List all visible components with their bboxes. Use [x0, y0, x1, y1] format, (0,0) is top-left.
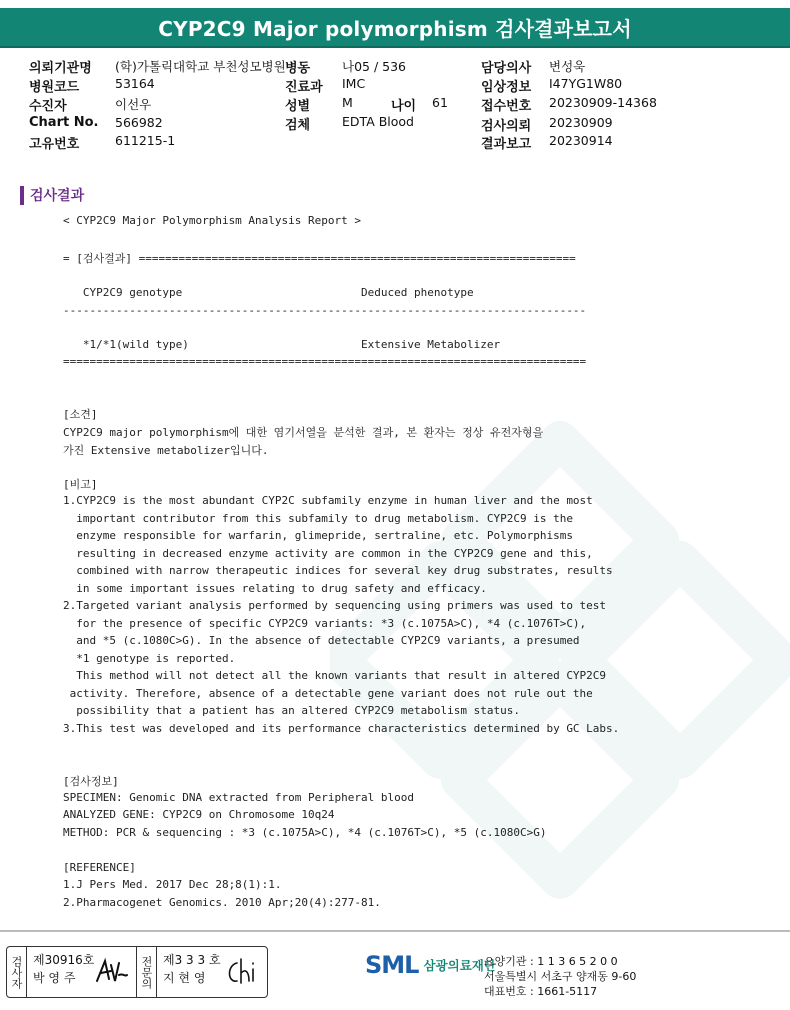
specimen-value: EDTA Blood [342, 114, 414, 129]
remarks-line: for the presence of specific CYP2C9 variants: *3 (c.1075A>C), *4 (c.1076T>C), [63, 617, 587, 630]
remarks-line: 2.Targeted variant analysis performed by sequencing using primers was used to test [63, 599, 607, 612]
org-name: 삼광의료재단 [423, 958, 496, 973]
sex-value: M [342, 95, 353, 110]
remarks-line: enzyme responsible for warfarin, glimepride, sertraline, etc. Polymorphisms [63, 529, 573, 542]
result-divider-mid: ------------------------------------------------------------------------------- [63, 304, 587, 317]
test-info-line: SPECIMEN: Genomic DNA extracted from Peripheral blood [63, 791, 414, 804]
tester-name: 박 영 주 [33, 971, 76, 985]
report-date-value: 20230914 [549, 133, 613, 148]
report-title-bar [0, 8, 790, 46]
specialist-cell [157, 947, 267, 997]
dept-value: IMC [342, 76, 366, 91]
remarks-line: *1 genotype is reported. [63, 652, 236, 665]
remarks-line: possibility that a patient has an altered CYP2C9 metabolism status. [63, 704, 520, 717]
reference-heading: [REFERENCE] [63, 861, 136, 874]
specialist-license-no: 제3 3 3 호 [163, 953, 221, 967]
lab-code: 요양기관 : 1 1 3 6 5 2 0 0 [484, 955, 618, 968]
ward-value: 나05 / 536 [342, 59, 406, 74]
result-row: *1/*1(wild type) Extensive Metabolizer [63, 338, 501, 351]
remarks-line: activity. Therefore, absence of a detectable gene variant does not rule out the [63, 687, 593, 700]
remarks-line: resulting in decreased enzyme activity are common in the CYP2C9 gene and this, [63, 547, 593, 560]
reference-line: 1.J Pers Med. 2017 Dec 28;8(1):1. [63, 878, 282, 891]
doctor-label: 담당의사 [481, 61, 532, 76]
footer-divider [0, 930, 790, 932]
institution-label: 의뢰기관명 [29, 61, 92, 76]
opinion-line: 가진 Extensive metabolizer입니다. [63, 444, 269, 457]
receipt-label: 접수번호 [481, 99, 532, 114]
remarks-line: 1.CYP2C9 is the most abundant CYP2C subfamily enzyme in human liver and the most [63, 494, 593, 507]
report-title: CYP2C9 Major polymorphism 검사결과보고서 [158, 16, 632, 41]
chart-no-value: 566982 [115, 115, 163, 130]
receipt-value: 20230909-14368 [549, 95, 657, 110]
institution-value: (학)가톨릭대학교 부천성모병원 [115, 59, 286, 74]
doctor-value: 변성욱 [549, 59, 586, 74]
hospital-code-value: 53164 [115, 76, 155, 91]
patient-info-panel [0, 53, 790, 153]
clinical-value: I47YG1W80 [549, 76, 623, 91]
result-divider-top: = [검사결과] ================================================================== [63, 252, 576, 265]
specialist-label: 전문의 [137, 947, 157, 997]
specialist-signature-icon [223, 955, 263, 987]
result-column-headers: CYP2C9 genotype Deduced phenotype [63, 286, 474, 299]
unique-no-label: 고유번호 [29, 137, 80, 152]
tester-cell [27, 947, 137, 997]
chart-no-label: Chart No. [29, 115, 99, 130]
unique-no-value: 611215-1 [115, 133, 176, 148]
tester-license-no: 제30916호 [33, 953, 95, 967]
remarks-line: in some important issues relating to drug safety and efficacy. [63, 582, 487, 595]
specimen-label: 검체 [285, 118, 311, 133]
request-date-label: 검사의뢰 [481, 119, 532, 134]
sex-label: 성별 [285, 99, 311, 114]
test-info-line: ANALYZED GENE: CYP2C9 on Chromosome 10q24 [63, 808, 335, 821]
remarks-line: and *5 (c.1080C>G). In the absence of detectable CYP2C9 variants, a presumed [63, 634, 580, 647]
hospital-code-label: 병원코드 [29, 80, 80, 95]
specialist-name: 지 현 영 [163, 971, 206, 985]
section-title: 검사결과 [30, 188, 85, 204]
remarks-heading: [비고] [63, 478, 98, 491]
result-divider-bottom: =============================================================================== [63, 355, 587, 368]
remarks-line: This method will not detect all the known variants that result in altered CYP2C9 [63, 669, 607, 682]
remarks-line: 3.This test was developed and its performance characteristics determined by GC Labs. [63, 722, 620, 735]
dept-label: 진료과 [285, 80, 323, 95]
tester-label: 검사자 [7, 947, 27, 997]
request-date-value: 20230909 [549, 115, 613, 130]
report-date-label: 결과보고 [481, 137, 532, 152]
report-heading: < CYP2C9 Major Polymorphism Analysis Report > [63, 214, 362, 227]
section-header-results [20, 185, 84, 205]
ward-label: 병동 [285, 61, 311, 76]
remarks-line: important contributor from this subfamily to drug metabolism. CYP2C9 is the [63, 512, 573, 525]
patient-value: 이선우 [115, 97, 152, 112]
foundation-watermark-icon [330, 400, 790, 920]
lab-phone: 대표번호 : 1661-5117 [484, 985, 598, 998]
sml-logo [365, 951, 496, 979]
logo-mark: SML [365, 951, 419, 979]
section-marker [20, 186, 24, 205]
opinion-line: CYP2C9 major polymorphism에 대한 염기서열을 분석한 결과, 본 환자는 정상 유전자형을 [63, 426, 544, 439]
test-info-heading: [검사정보] [63, 775, 119, 788]
opinion-heading: [소견] [63, 408, 98, 421]
tester-signature-icon [93, 955, 129, 987]
age-value: 61 [432, 95, 448, 110]
patient-label: 수진자 [29, 99, 67, 114]
lab-contact-info [484, 954, 636, 999]
remarks-line: combined with narrow therapeutic indices for several key drug substrates, results [63, 564, 613, 577]
header-divider [0, 46, 790, 48]
test-info-line: METHOD: PCR & sequencing : *3 (c.1075A>C), *4 (c.1076T>C), *5 (c.1080C>G) [63, 826, 547, 839]
reference-line: 2.Pharmacogenet Genomics. 2010 Apr;20(4):277-81. [63, 896, 381, 909]
age-label: 나이 [391, 99, 417, 114]
signature-box [6, 946, 268, 998]
lab-address: 서울특별시 서초구 양재동 9-60 [484, 970, 637, 983]
clinical-label: 임상정보 [481, 80, 532, 95]
